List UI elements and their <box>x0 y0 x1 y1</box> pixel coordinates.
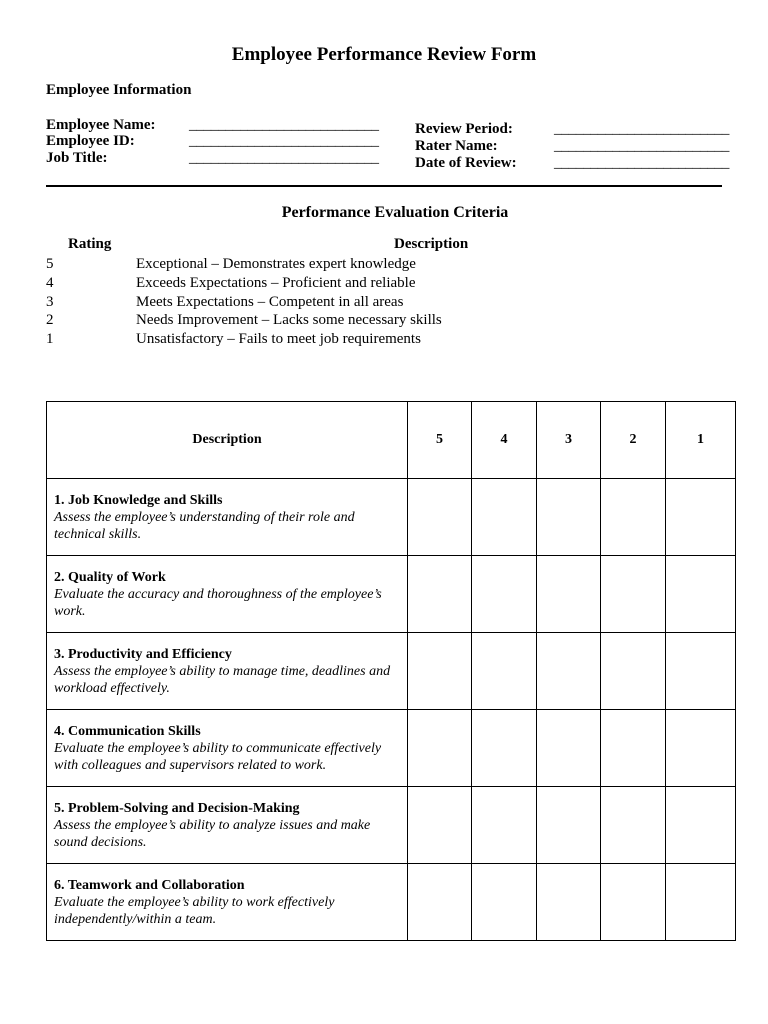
header-rating-5: 5 <box>408 402 472 479</box>
criteria-heading: Performance Evaluation Criteria <box>281 204 509 221</box>
header-description: Description <box>47 402 408 479</box>
rating-cell-3[interactable] <box>537 479 601 556</box>
legend-description: Exceeds Expectations – Proficient and reliable <box>136 275 416 291</box>
rating-cell-4[interactable] <box>472 787 537 864</box>
rater-name-label: Rater Name: <box>415 138 498 154</box>
rating-cell-1[interactable] <box>666 556 736 633</box>
job-title-label: Job Title: <box>46 150 108 166</box>
legend-rating: 4 <box>46 275 54 291</box>
rating-cell-2[interactable] <box>601 633 666 710</box>
criterion-cell <box>47 710 408 787</box>
rating-cell-2[interactable] <box>601 710 666 787</box>
criterion-cell <box>47 787 408 864</box>
table-row <box>47 710 736 787</box>
review-period-label: Review Period: <box>415 121 513 137</box>
legend-rating: 1 <box>46 331 54 347</box>
rating-cell-5[interactable] <box>408 556 472 633</box>
rating-cell-4[interactable] <box>472 479 537 556</box>
rater-name-field[interactable]: ________________________ <box>554 138 730 154</box>
employee-name-label: Employee Name: <box>46 117 156 133</box>
criterion-cell <box>47 864 408 941</box>
evaluation-table <box>46 401 736 941</box>
employee-name-field[interactable]: __________________________ <box>189 117 379 133</box>
table-row <box>47 864 736 941</box>
table-header-row <box>47 402 736 479</box>
header-rating-3: 3 <box>537 402 601 479</box>
criterion-title: 5. Problem-Solving and Decision-Making <box>54 800 300 816</box>
rating-cell-3[interactable] <box>537 633 601 710</box>
rating-cell-5[interactable] <box>408 633 472 710</box>
rating-cell-4[interactable] <box>472 556 537 633</box>
rating-cell-1[interactable] <box>666 633 736 710</box>
legend-description: Meets Expectations – Competent in all areas <box>136 294 404 310</box>
rating-cell-1[interactable] <box>666 710 736 787</box>
rating-cell-4[interactable] <box>472 710 537 787</box>
date-of-review-field[interactable]: ________________________ <box>554 155 730 171</box>
rating-cell-5[interactable] <box>408 787 472 864</box>
legend-rating: 3 <box>46 294 54 310</box>
legend-description: Exceptional – Demonstrates expert knowledge <box>136 256 416 272</box>
rating-cell-3[interactable] <box>537 787 601 864</box>
criterion-title: 1. Job Knowledge and Skills <box>54 492 223 508</box>
criterion-title: 4. Communication Skills <box>54 723 201 739</box>
criterion-cell <box>47 479 408 556</box>
criterion-title: 3. Productivity and Efficiency <box>54 646 232 662</box>
table-row <box>47 787 736 864</box>
rating-cell-5[interactable] <box>408 710 472 787</box>
legend-description: Unsatisfactory – Fails to meet job requirements <box>136 331 421 347</box>
criterion-description: Assess the employee’s understanding of their role and technical skills. <box>54 509 355 542</box>
table-row <box>47 479 736 556</box>
rating-cell-4[interactable] <box>472 633 537 710</box>
employee-id-field[interactable]: __________________________ <box>189 133 379 149</box>
rating-cell-2[interactable] <box>601 787 666 864</box>
section-divider <box>46 185 722 187</box>
rating-cell-2[interactable] <box>601 864 666 941</box>
date-of-review-label: Date of Review: <box>415 155 517 171</box>
table-row <box>47 633 736 710</box>
header-rating-2: 2 <box>601 402 666 479</box>
rating-cell-1[interactable] <box>666 864 736 941</box>
rating-cell-1[interactable] <box>666 787 736 864</box>
review-period-field[interactable]: ________________________ <box>554 121 730 137</box>
criterion-cell <box>47 556 408 633</box>
rating-cell-3[interactable] <box>537 556 601 633</box>
legend-rating-header: Rating <box>68 236 112 252</box>
legend-description: Needs Improvement – Lacks some necessary skills <box>136 312 442 328</box>
header-rating-4: 4 <box>472 402 537 479</box>
legend-description-header: Description <box>394 236 469 252</box>
employee-info-heading: Employee Information <box>46 82 192 98</box>
criterion-title: 6. Teamwork and Collaboration <box>54 877 245 893</box>
table-row <box>47 556 736 633</box>
criterion-description: Assess the employee’s ability to analyze issues and make sound decisions. <box>54 817 371 850</box>
rating-cell-2[interactable] <box>601 479 666 556</box>
page-title: Employee Performance Review Form <box>231 44 537 65</box>
criterion-description: Assess the employee’s ability to manage time, deadlines and workload effectively. <box>54 663 391 696</box>
legend-rating: 5 <box>46 256 54 272</box>
rating-cell-4[interactable] <box>472 864 537 941</box>
rating-cell-3[interactable] <box>537 710 601 787</box>
rating-cell-5[interactable] <box>408 479 472 556</box>
rating-cell-5[interactable] <box>408 864 472 941</box>
employee-id-label: Employee ID: <box>46 133 135 149</box>
header-rating-1: 1 <box>666 402 736 479</box>
rating-cell-1[interactable] <box>666 479 736 556</box>
criterion-description: Evaluate the employee’s ability to communicate effectively with colleagues and supervisors related to work. <box>54 740 382 773</box>
rating-cell-2[interactable] <box>601 556 666 633</box>
job-title-field[interactable]: __________________________ <box>189 150 379 166</box>
criterion-cell <box>47 633 408 710</box>
rating-cell-3[interactable] <box>537 864 601 941</box>
criterion-description: Evaluate the accuracy and thoroughness of the employee’s work. <box>54 586 382 619</box>
criterion-description: Evaluate the employee’s ability to work effectively independently/within a team. <box>54 894 335 927</box>
criterion-title: 2. Quality of Work <box>54 569 166 585</box>
legend-rating: 2 <box>46 312 54 328</box>
